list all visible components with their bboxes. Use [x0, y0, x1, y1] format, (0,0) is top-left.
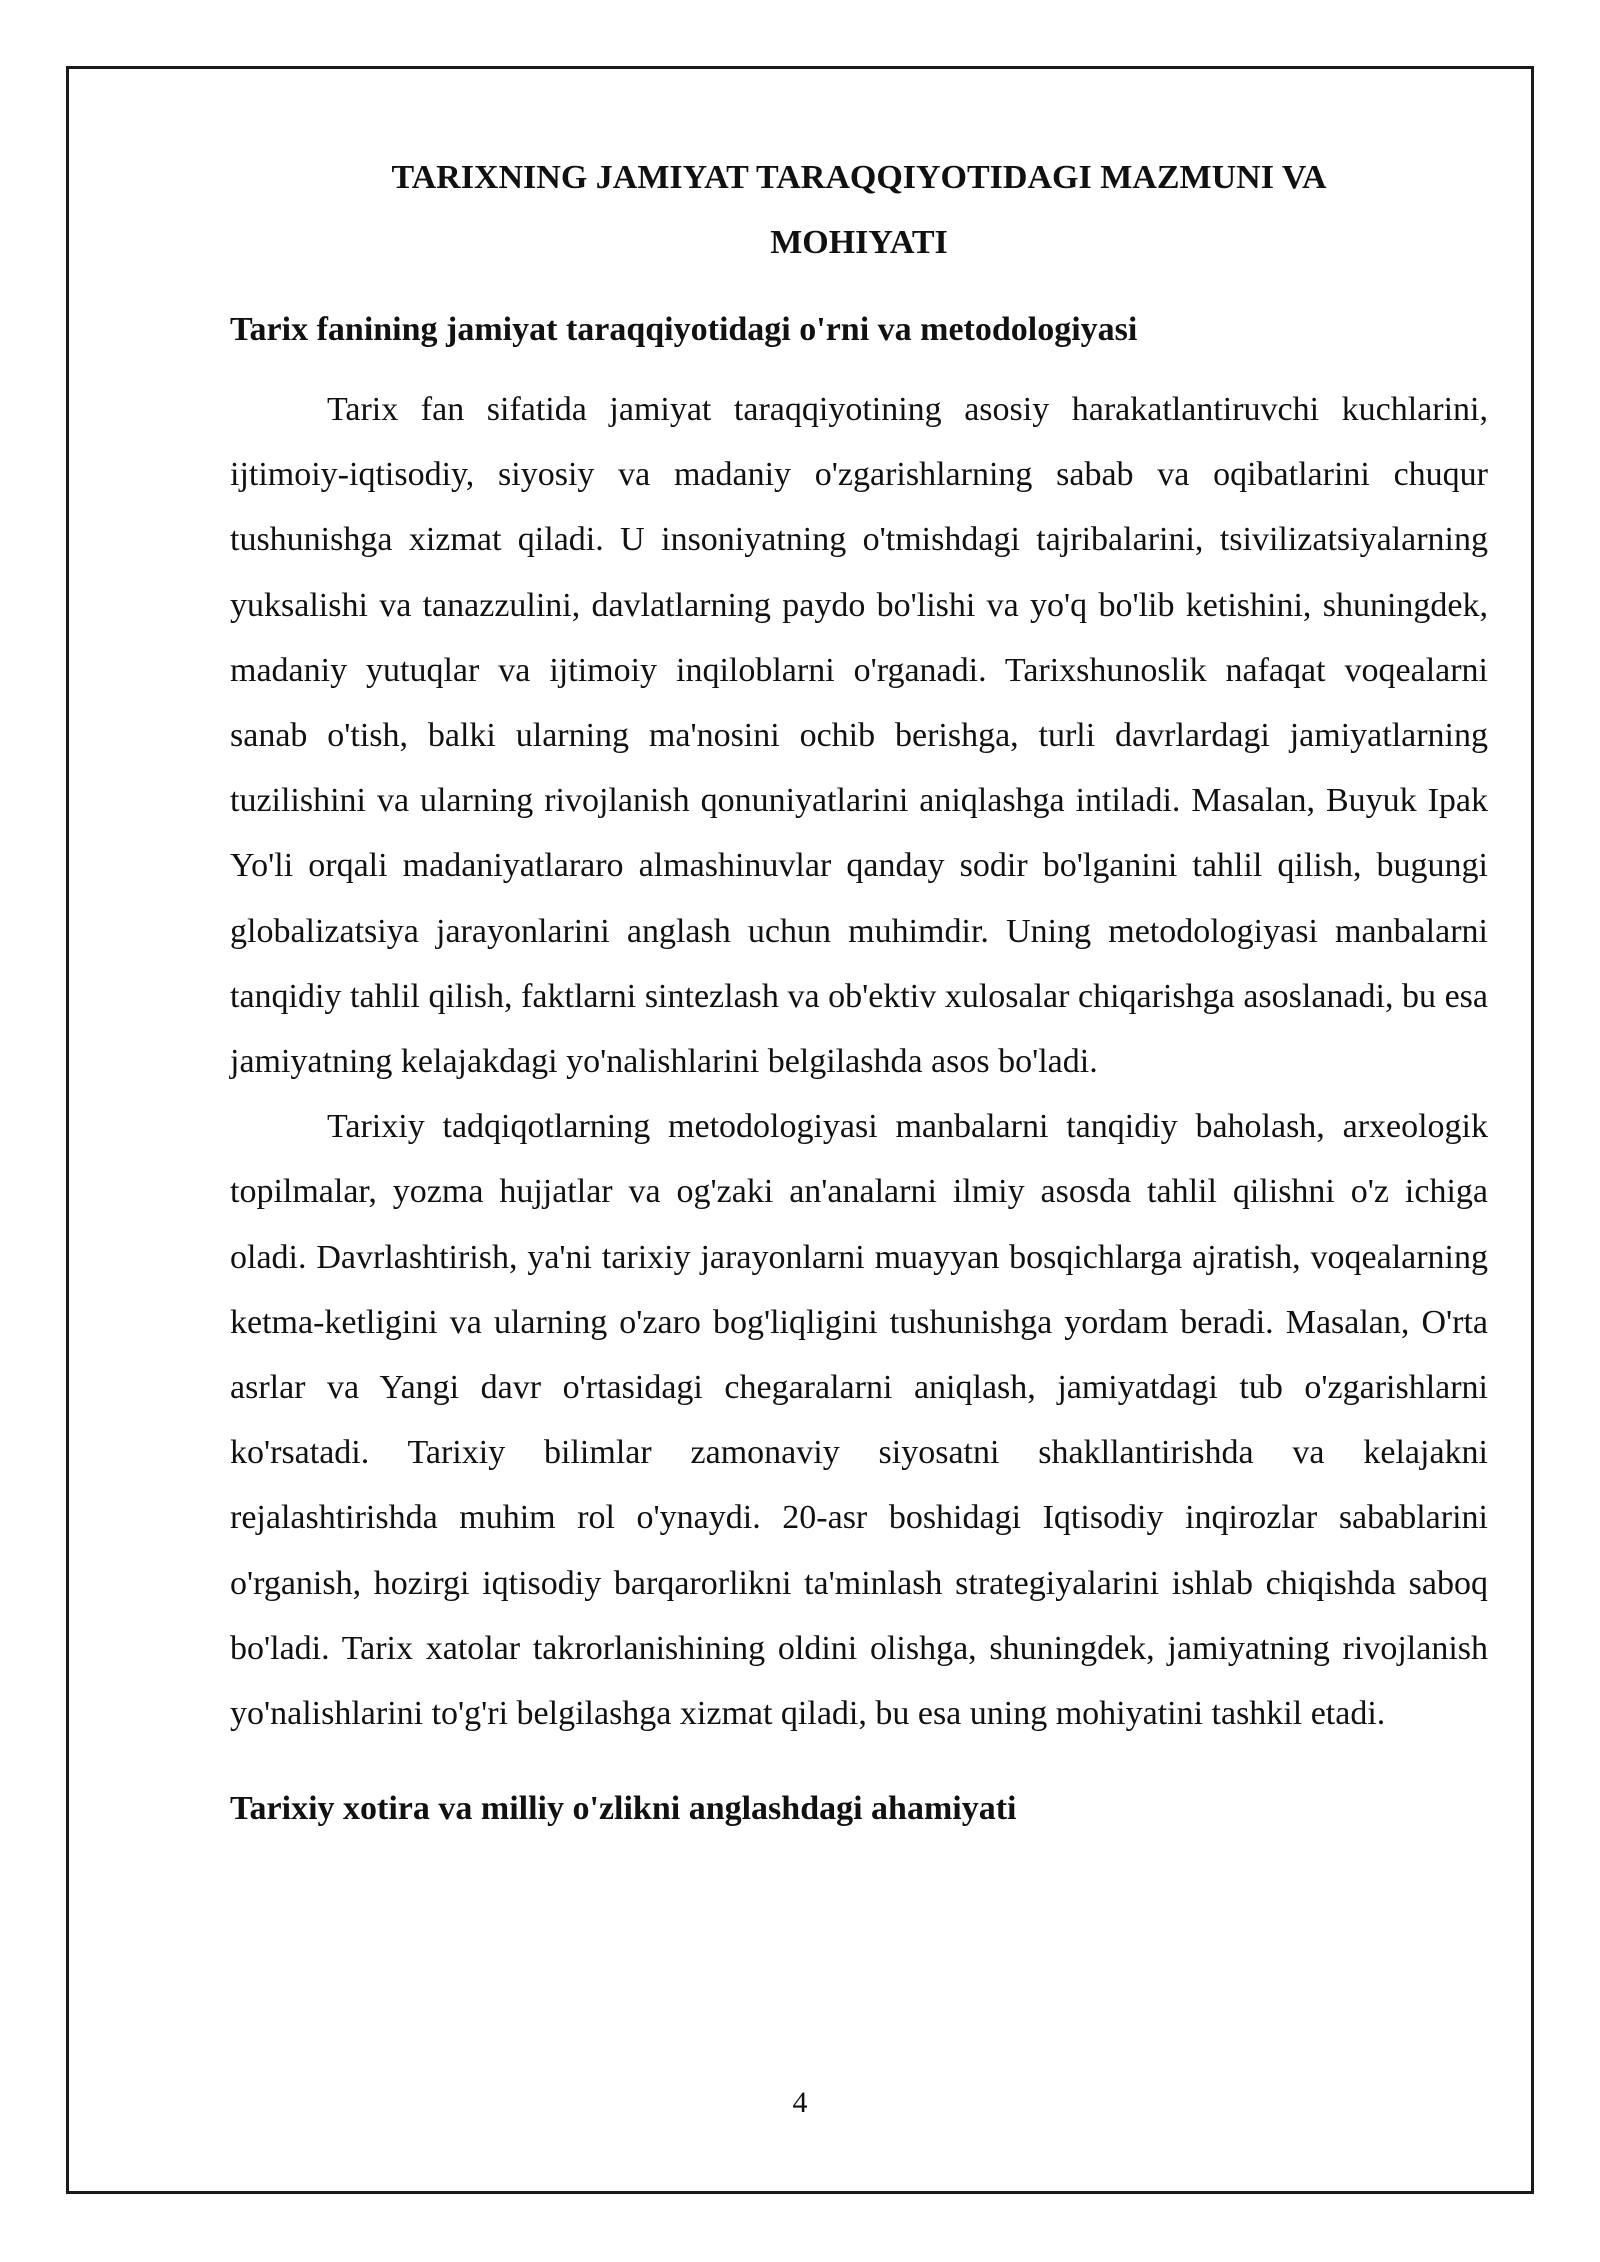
section-heading-methodology: Tarix fanining jamiyat taraqqiyotidagi o'rni va metodologiyasi — [230, 311, 1138, 348]
paragraph: Tarix fan sifatida jamiyat taraqqiyotining asosiy harakatlantiruvchi kuchlarini, ijtimoiy-iqtisodiy, siyosiy va madaniy o'zgarishlarning sabab va oqibatlarini chuqur tushunishga xizmat qiladi. U insoniyatning o'tmishdagi tajribalarini, tsivilizatsiyalarning yuksalishi va tanazzulini, davlatlarning paydo bo'lishi va yo'q bo'lib ketishini, shuningdek, madaniy yutuqlar va ijtimoiy inqiloblarni o'rganadi. Tarixshunoslik nafaqat voqealarni sanab o'tish, balki ularning ma'nosini ochib berishga, turli davrlardagi jamiyatlarning tuzilishini va ularning rivojlanish qonuniyatlarini aniqlashga intiladi. Masalan, Buyuk Ipak Yo'li orqali madaniyatlararo almashinuvlar qanday sodir bo'lganini tahlil qilish, bugungi globalizatsiya jarayonlarini anglash uchun muhimdir. Uning metodologiyasi manbalarni tanqidiy tahlil qilish, faktlarni sintezlash va ob'ektiv xulosalar chiqarishga asoslanadi, bu esa jamiyatning kelajakdagi yo'nalishlarini belgilashda asos bo'ladi. — [230, 391, 1488, 1081]
document-title: TARIXNING JAMIYAT TARAQQIYOTIDAGI MAZMUNI VA MOHIYATI — [391, 159, 1327, 261]
page-number: 4 — [792, 2086, 808, 2119]
section-heading-historical-memory: Tarixiy xotira va milliy o'zlikni anglashdagi ahamiyati — [230, 1790, 1017, 1828]
page-content — [230, 145, 1488, 1856]
paragraph: Tarixiy tadqiqotlarning metodologiyasi manbalarni tanqidiy baholash, arxeologik topilmalar, yozma hujjatlar va og'zaki an'analarni ilmiy asosda tahlil qilishni o'z ichiga oladi. Davrlashtirish, ya'ni tarixiy jarayonlarni muayyan bosqichlarga ajratish, voqealarning ketma-ketligini va ularning o'zaro bog'liqligini tushunishga yordam beradi. Masalan, O'rta asrlar va Yangi davr o'rtasidagi chegaralarni aniqlash, jamiyatdagi tub o'zgarishlarni ko'rsatadi. Tarixiy bilimlar zamonaviy siyosatni shakllantirishda va kelajakni rejalashtirishda muhim rol o'ynaydi. 20-asr boshidagi Iqtisodiy inqirozlar sabablarini o'rganish, hozirgi iqtisodiy barqarorlikni ta'minlash strategiyalarini ishlab chiqishda saboq bo'ladi. Tarix xatolar takrorlanishining oldini olishga, shuningdek, jamiyatning rivojlanish yo'nalishlarini to'g'ri belgilashga xizmat qiladi, bu esa uning mohiyatini tashkil etadi. — [230, 1108, 1488, 1733]
